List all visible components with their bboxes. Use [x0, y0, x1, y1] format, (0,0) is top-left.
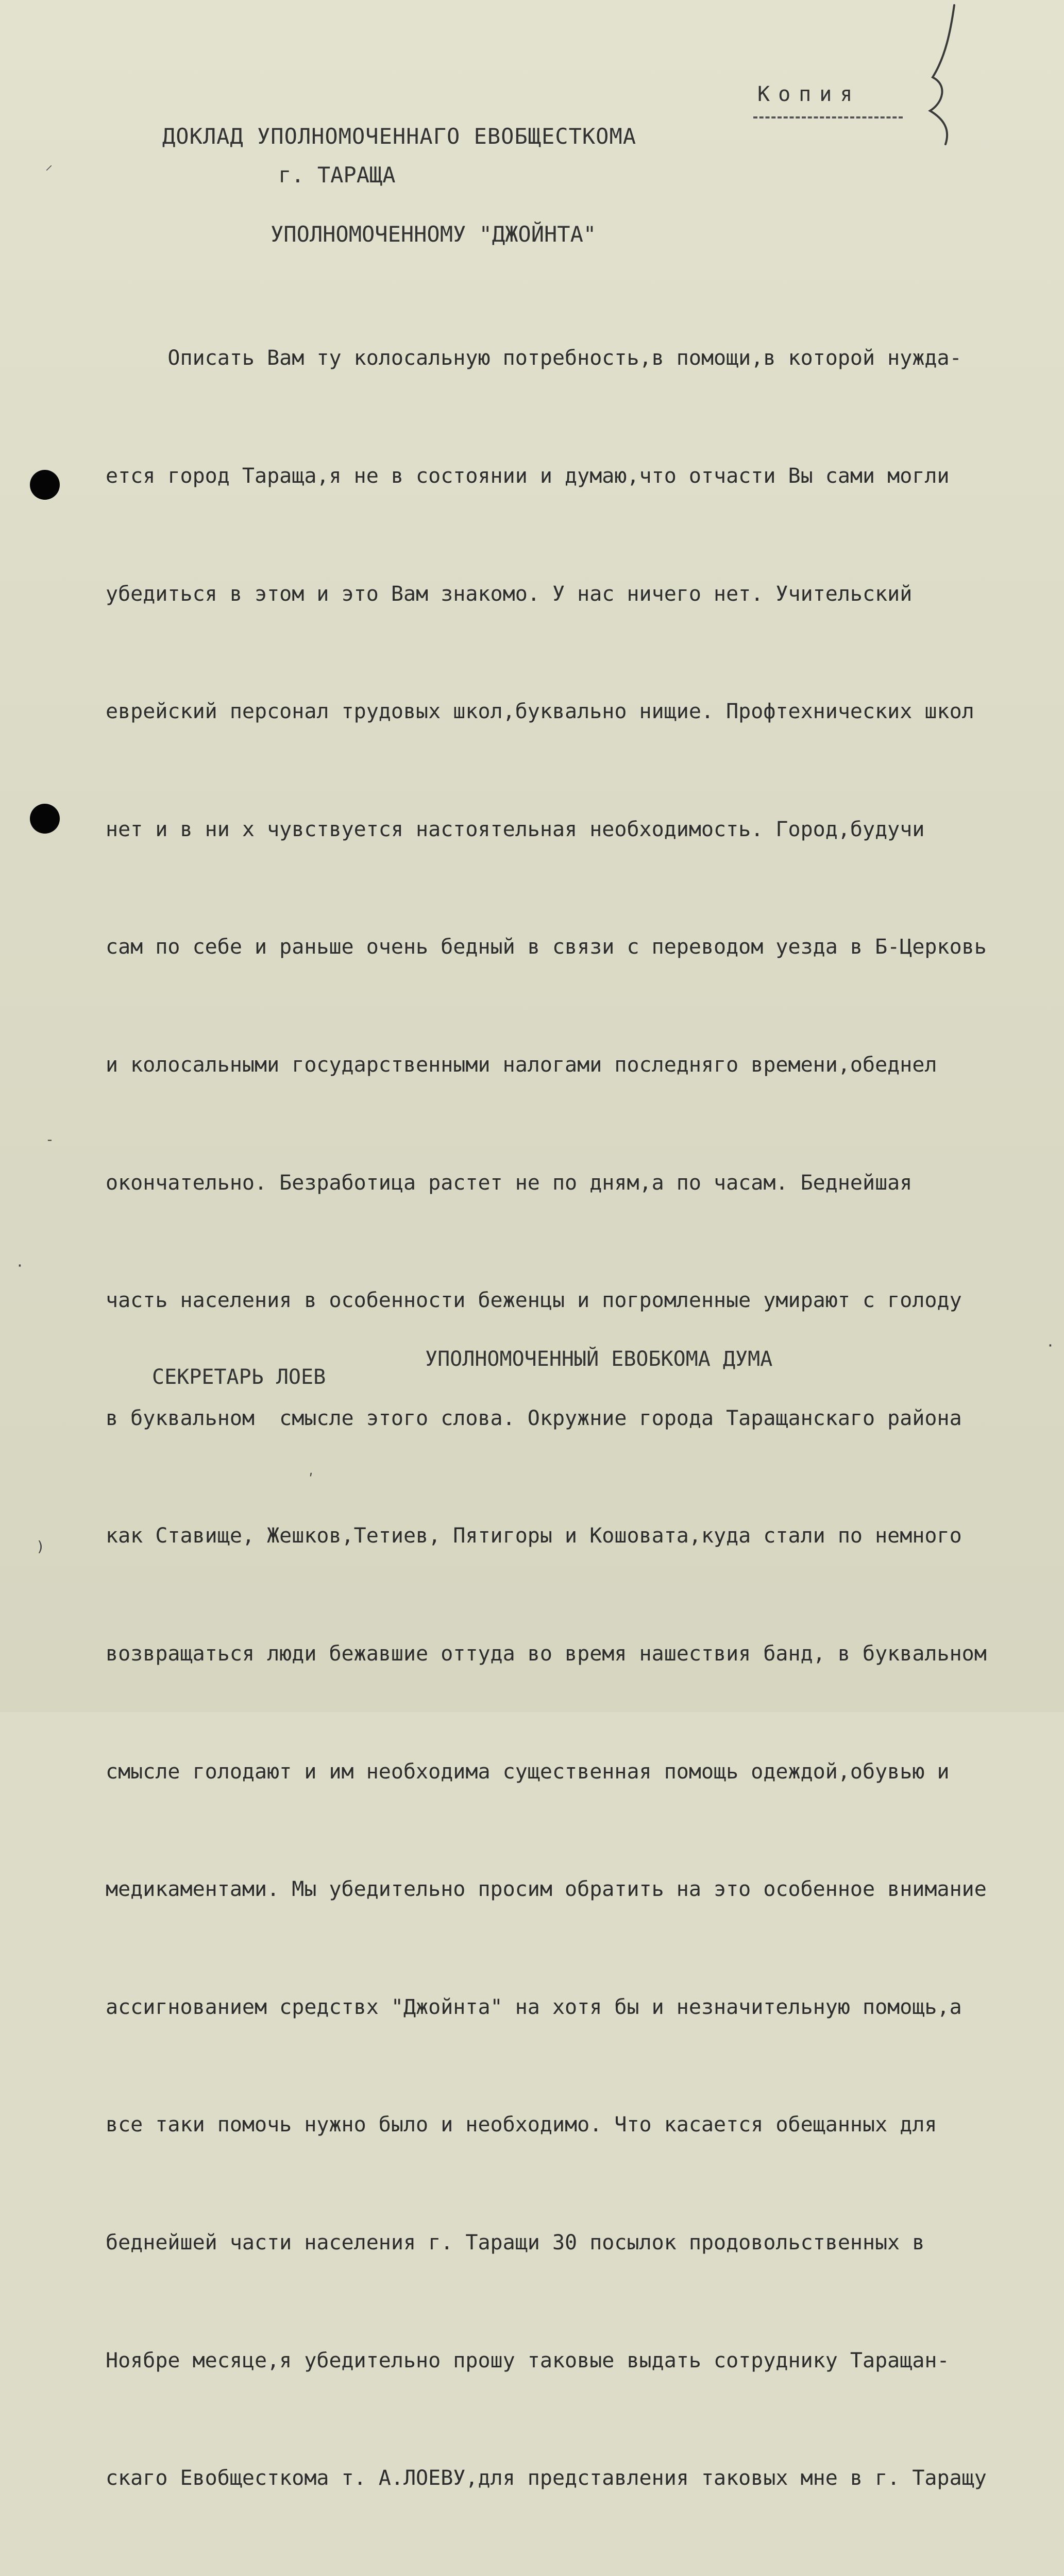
report-location: г. ТАРАЩА [278, 162, 396, 188]
handwritten-page-number-icon [922, 0, 964, 149]
addressee: УПОЛНОМОЧЕННОМУ "ДЖОЙНТА" [271, 222, 597, 247]
secretary-signature: СЕКРЕТАРЬ ЛОЕВ [152, 1365, 326, 1389]
body-line: смысле голодают и им необходима существенная помощь одеждой,обувью и [106, 1759, 950, 1784]
report-body [106, 260, 1061, 2576]
body-line: в буквальном смысле этого слова. Окружние города Таращанскаго района [106, 1406, 962, 1430]
margin-mark-icon: ) [36, 1538, 45, 1555]
body-line: еврейский персонал трудовых школ,буквально нищие. Профтехнических школ [106, 700, 974, 724]
margin-mark-icon: · [1046, 1337, 1055, 1354]
body-line: сам по себе и раньше очень бедный в связи с переводом уезда в Б-Церковь [106, 935, 987, 959]
margin-mark-icon: ʹ [307, 1471, 315, 1488]
body-line: Описать Вам ту колосальную потребность,в помощи,в которой нужда- [106, 346, 962, 370]
body-line: как Ставище, Жешков,Тетиев, Пятигоры и Кошовата,куда стали по немного [106, 1524, 962, 1548]
body-line: все таки помочь нужно было и необходимо. Что касается обещанных для [106, 2113, 937, 2137]
commissioner-signature: УПОЛНОМОЧЕННЫЙ ЕВОБКОМА ДУМА [425, 1347, 773, 1371]
copy-label: Копия [757, 82, 861, 106]
body-line: часть населения в особенности беженцы и погромленные умирают с голоду [106, 1289, 962, 1313]
body-line: возвращаться люди бежавшие оттуда во время нашествия банд, в буквальном [106, 1641, 987, 1666]
punch-hole-icon [30, 470, 60, 500]
margin-mark-icon: ⸝ [45, 156, 53, 173]
body-line: скаго Евобщесткома т. А.ЛОЕВУ,для представления таковых мне в г. Таращу [106, 2466, 987, 2490]
body-line: ется город Тараща,я не в состоянии и думаю,что отчасти Вы сами могли [106, 464, 950, 488]
body-line: убедиться в этом и это Вам знакомо. У нас ничего нет. Учительский [106, 582, 913, 606]
body-line: нет и в ни х чувствуется настоятельная необходимость. Город,будучи [106, 817, 925, 841]
body-line: ассигнованием средствх "Джойнта" на хотя бы и незначительную помощь,а [106, 1995, 962, 2019]
report-title: ДОКЛАД УПОЛНОМОЧЕННАГО ЕВОБЩЕСТКОМА [162, 124, 637, 149]
body-line: Ноябре месяце,я убедительно прошу таковые выдать сотруднику Таращан- [106, 2348, 950, 2372]
margin-mark-icon: - [45, 1131, 54, 1148]
body-line: медикаментами. Мы убедительно просим обратить на это особенное внимание [106, 1877, 987, 1902]
margin-mark-icon: · [15, 1257, 24, 1274]
body-line: окончательно. Безработица растет не по дням,а по часам. Беднейшая [106, 1171, 913, 1195]
punch-hole-icon [30, 804, 60, 834]
copy-underline [753, 116, 903, 118]
body-line: и колосальными государственными налогами последняго времени,обеднел [106, 1053, 937, 1077]
body-line: беднейшей части населения г. Таращи 30 посылок продовольственных в [106, 2230, 925, 2255]
